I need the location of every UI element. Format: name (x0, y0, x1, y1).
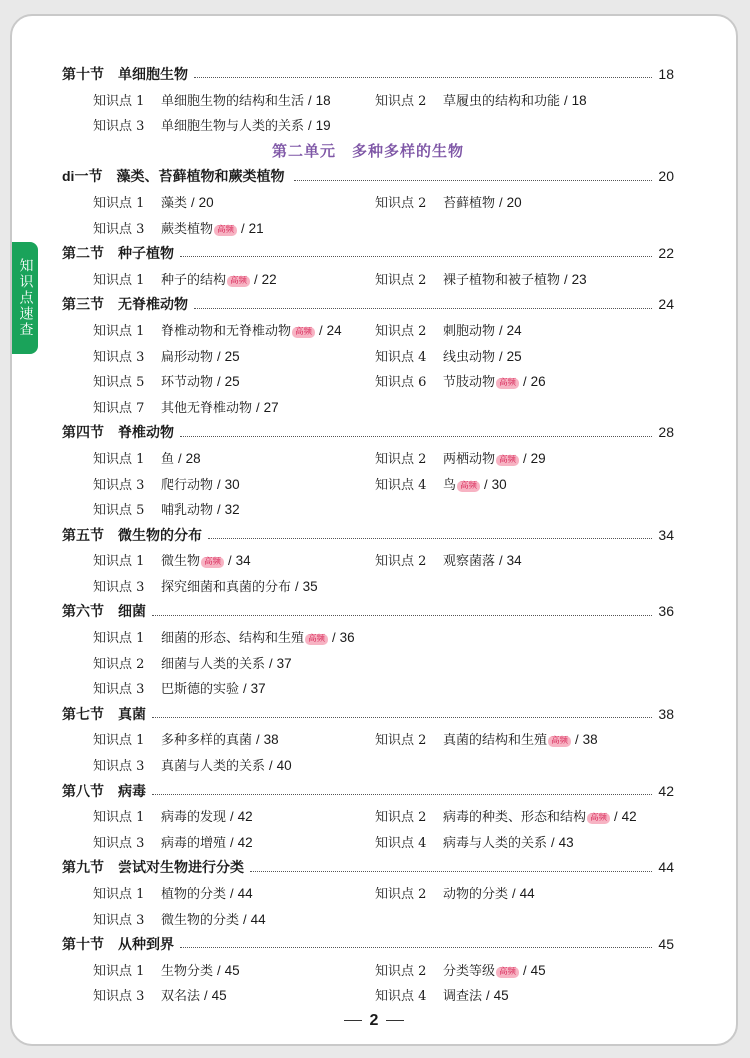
knowledge-point-row (62, 983, 674, 1009)
knowledge-point-row (62, 216, 674, 242)
knowledge-point-page: 29 (530, 450, 546, 466)
high-frequency-badge: 高频 (587, 813, 610, 824)
knowledge-point-item[interactable] (93, 574, 318, 601)
knowledge-point-title: 单细胞生物与人类的关系 (161, 119, 305, 135)
knowledge-point-page: 30 (491, 476, 507, 492)
slash-separator: / (178, 450, 182, 466)
knowledge-point-item[interactable] (93, 395, 279, 422)
knowledge-point-title: 蕨类植物 (161, 221, 214, 237)
high-frequency-badge: 高频 (496, 967, 519, 978)
section-heading[interactable] (62, 420, 674, 446)
knowledge-point-row (62, 88, 674, 114)
knowledge-point-label: 知识点 3 (93, 835, 145, 851)
knowledge-point-title: 病毒的种类、形态和结构 (443, 810, 587, 826)
side-tab-label: 知识点速查 (12, 242, 38, 354)
knowledge-point-page: 32 (224, 502, 240, 518)
knowledge-point-page: 44 (250, 911, 266, 927)
knowledge-point-item[interactable] (375, 548, 522, 575)
slash-separator: / (295, 578, 299, 594)
knowledge-point-row (62, 830, 674, 856)
knowledge-point-item[interactable] (375, 830, 574, 857)
knowledge-point-item[interactable] (93, 472, 240, 499)
knowledge-point-page: 25 (506, 348, 522, 364)
knowledge-point-label: 知识点 1 (93, 93, 145, 109)
slash-separator: / (564, 92, 568, 108)
knowledge-point-label: 知识点 2 (375, 93, 427, 109)
knowledge-point-item[interactable] (93, 548, 251, 575)
slash-separator: / (499, 194, 503, 210)
slash-separator: / (243, 911, 247, 927)
knowledge-point-row (62, 881, 674, 907)
knowledge-point-page: 45 (530, 962, 546, 978)
knowledge-point-page: 42 (621, 809, 637, 825)
knowledge-point-page: 19 (315, 118, 331, 134)
slash-separator: / (217, 348, 221, 364)
slash-separator: / (254, 271, 258, 287)
knowledge-point-title: 节肢动物 (443, 375, 496, 391)
knowledge-point-label: 知识点 1 (93, 733, 145, 749)
knowledge-point-item[interactable] (93, 907, 266, 934)
knowledge-point-page: 18 (571, 92, 587, 108)
knowledge-point-row (62, 727, 674, 753)
knowledge-point-title: 苔藓植物 (443, 195, 496, 211)
knowledge-point-page: 42 (237, 809, 253, 825)
knowledge-point-title: 巴斯德的实验 (161, 682, 240, 698)
section-page-number: 18 (658, 66, 674, 82)
knowledge-point-item[interactable] (375, 446, 546, 473)
knowledge-point-page: 45 (224, 962, 240, 978)
slash-separator: / (499, 348, 503, 364)
knowledge-point-page: 43 (558, 834, 574, 850)
slash-separator: / (269, 655, 273, 671)
knowledge-point-title: 两栖动物 (443, 451, 496, 467)
knowledge-point-item[interactable] (93, 216, 264, 243)
knowledge-point-title: 微生物的分类 (161, 912, 240, 928)
section-page-number: 36 (658, 603, 674, 620)
knowledge-point-title: 种子的结构 (161, 272, 227, 288)
knowledge-point-label: 知识点 2 (93, 656, 145, 672)
knowledge-point-title: 单细胞生物的结构和生活 (161, 93, 305, 109)
knowledge-point-item[interactable] (93, 113, 331, 140)
slash-separator: / (269, 758, 273, 774)
section-page-number: 28 (658, 424, 674, 441)
knowledge-point-page: 36 (339, 630, 355, 646)
section-heading[interactable] (62, 779, 674, 805)
knowledge-point-page: 20 (506, 194, 522, 210)
knowledge-point-page: 45 (493, 988, 509, 1004)
leader-dots (180, 947, 652, 948)
knowledge-point-label: 知识点 6 (375, 375, 427, 391)
knowledge-point-page: 42 (237, 834, 253, 850)
knowledge-point-row (62, 446, 674, 472)
knowledge-point-page: 37 (250, 681, 266, 697)
knowledge-point-row (62, 676, 674, 702)
knowledge-point-item[interactable] (93, 727, 279, 754)
knowledge-point-title: 微生物 (161, 554, 201, 570)
slash-separator: / (230, 834, 234, 850)
knowledge-point-label: 知识点 1 (93, 887, 145, 902)
knowledge-point-label: 知识点 2 (375, 733, 427, 749)
knowledge-point-item[interactable] (93, 318, 342, 345)
high-frequency-badge: 高频 (201, 557, 224, 568)
knowledge-point-title: 探究细菌和真菌的分布 (161, 579, 292, 595)
table-of-contents (62, 62, 674, 1009)
knowledge-point-item[interactable] (375, 267, 587, 294)
knowledge-point-title: 病毒的增殖 (161, 835, 227, 851)
knowledge-point-item[interactable] (375, 958, 546, 985)
knowledge-point-label: 知识点 5 (93, 375, 145, 391)
knowledge-point-page: 22 (261, 271, 277, 287)
knowledge-point-label: 知识点 2 (375, 323, 427, 339)
section-heading[interactable] (62, 599, 674, 625)
high-frequency-badge: 高频 (305, 634, 328, 645)
knowledge-point-title: 多种多样的真菌 (161, 733, 253, 749)
section-page-number: 42 (658, 782, 674, 799)
slash-separator: / (319, 322, 323, 338)
knowledge-point-item[interactable] (375, 881, 535, 908)
knowledge-point-page: 30 (224, 476, 240, 492)
section-heading[interactable] (62, 241, 674, 267)
knowledge-point-page: 23 (571, 271, 587, 287)
knowledge-point-page: 25 (224, 348, 240, 364)
knowledge-point-title: 植物的分类 (161, 887, 227, 902)
section-title: 第八节 病毒 (62, 782, 146, 799)
knowledge-point-label: 知识点 2 (375, 887, 427, 902)
section-page-number: 44 (658, 859, 674, 876)
slash-separator: / (256, 399, 260, 415)
knowledge-point-row (62, 574, 674, 600)
section-title: 第九节 尝试对生物进行分类 (62, 859, 244, 876)
knowledge-point-item[interactable] (93, 446, 201, 473)
knowledge-point-item[interactable] (93, 676, 266, 703)
leader-dots (294, 180, 652, 181)
knowledge-point-page: 40 (276, 758, 292, 774)
slash-separator: / (228, 553, 232, 569)
knowledge-point-title: 裸子植物和被子植物 (443, 272, 561, 288)
slash-separator: / (204, 988, 208, 1004)
knowledge-point-page: 38 (582, 732, 598, 748)
slash-separator: / (575, 732, 579, 748)
knowledge-point-page: 27 (263, 399, 279, 415)
knowledge-point-label: 知识点 3 (93, 349, 145, 365)
knowledge-point-title: 线虫动物 (443, 349, 496, 365)
slash-separator: / (256, 732, 260, 748)
knowledge-point-page: 34 (235, 553, 251, 569)
knowledge-point-title: 哺乳动物 (161, 503, 214, 519)
knowledge-point-row (62, 190, 674, 216)
knowledge-point-item[interactable] (375, 190, 522, 217)
knowledge-point-label: 知识点 2 (375, 963, 427, 979)
knowledge-point-label: 知识点 1 (93, 963, 145, 979)
section-page-number: 20 (658, 168, 674, 185)
slash-separator: / (217, 962, 221, 978)
knowledge-point-label: 知识点 3 (93, 912, 145, 928)
leader-dots (152, 717, 652, 718)
knowledge-point-row (62, 651, 674, 677)
knowledge-point-title: 真菌的结构和生殖 (443, 733, 548, 749)
knowledge-point-label: 知识点 3 (93, 989, 145, 1005)
knowledge-point-row (62, 804, 674, 830)
knowledge-point-label: 知识点 2 (375, 810, 427, 826)
slash-separator: / (614, 809, 618, 825)
knowledge-point-label: 知识点 3 (93, 477, 145, 493)
knowledge-point-title: 草履虫的结构和功能 (443, 93, 561, 109)
knowledge-point-item[interactable] (93, 983, 227, 1010)
slash-separator: / (230, 886, 234, 901)
section-title: 第五节 微生物的分布 (62, 526, 202, 543)
knowledge-point-page: 18 (315, 92, 331, 108)
knowledge-point-title: 细菌的形态、结构和生殖 (161, 631, 305, 647)
section-title: 第六节 细菌 (62, 603, 146, 620)
knowledge-point-label: 知识点 3 (93, 221, 145, 237)
knowledge-point-title: 生物分类 (161, 963, 214, 979)
knowledge-point-row (62, 369, 674, 395)
knowledge-point-label: 知识点 3 (93, 579, 145, 595)
section-title: 第七节 真菌 (62, 705, 146, 722)
knowledge-point-label: 知识点 2 (375, 195, 427, 211)
knowledge-point-item[interactable] (375, 344, 522, 371)
knowledge-point-label: 知识点 3 (93, 119, 145, 135)
knowledge-point-title: 扁形动物 (161, 349, 214, 365)
slash-separator: / (564, 271, 568, 287)
knowledge-point-row (62, 472, 674, 498)
knowledge-point-page: 45 (211, 988, 227, 1004)
knowledge-point-row (62, 395, 674, 421)
high-frequency-badge: 高频 (496, 455, 519, 466)
section-heading[interactable] (62, 702, 674, 728)
section-heading[interactable] (62, 523, 674, 549)
knowledge-point-item[interactable] (93, 344, 240, 371)
knowledge-point-label: 知识点 5 (93, 503, 145, 519)
knowledge-point-label: 知识点 4 (375, 835, 427, 851)
high-frequency-badge: 高频 (496, 378, 519, 389)
slash-separator: / (499, 553, 503, 569)
knowledge-point-label: 知识点 4 (375, 349, 427, 365)
knowledge-point-label: 知识点 1 (93, 272, 145, 288)
section-title: 第十节 从种到界 (62, 936, 174, 953)
slash-separator: / (217, 374, 221, 390)
knowledge-point-page: 44 (519, 886, 535, 901)
knowledge-point-row (62, 344, 674, 370)
knowledge-point-title: 爬行动物 (161, 477, 214, 493)
knowledge-point-title: 调查法 (443, 989, 483, 1005)
knowledge-point-item[interactable] (93, 753, 292, 780)
section-page-number: 45 (658, 936, 674, 953)
knowledge-point-title: 脊椎动物和无脊椎动物 (161, 323, 292, 339)
leader-dots (194, 77, 652, 78)
slash-separator: / (241, 220, 245, 236)
knowledge-point-row (62, 907, 674, 933)
leader-dots (194, 308, 652, 309)
knowledge-point-item[interactable] (375, 369, 546, 396)
section-heading[interactable] (62, 292, 674, 318)
section-page-number: 22 (658, 245, 674, 262)
knowledge-point-item[interactable] (93, 88, 331, 115)
section-heading[interactable] (62, 855, 674, 881)
knowledge-point-item[interactable] (93, 497, 240, 524)
knowledge-point-label: 知识点 1 (93, 554, 145, 570)
high-frequency-badge: 高频 (548, 736, 571, 747)
high-frequency-badge: 高频 (214, 225, 237, 236)
section-title: 第二节 种子植物 (62, 245, 174, 262)
knowledge-point-label: 知识点 1 (93, 451, 145, 467)
knowledge-point-page: 25 (224, 374, 240, 390)
knowledge-point-page: 35 (302, 578, 318, 594)
page-number: 2 (369, 1012, 379, 1029)
knowledge-point-row (62, 753, 674, 779)
knowledge-point-page: 28 (185, 450, 201, 466)
section-title: 第四节 脊椎动物 (62, 424, 174, 441)
knowledge-point-row (62, 318, 674, 344)
slash-separator: / (523, 962, 527, 978)
knowledge-point-title: 细菌与人类的关系 (161, 656, 266, 672)
slash-separator: / (523, 450, 527, 466)
high-frequency-badge: 高频 (292, 327, 315, 338)
footer-dash-left (344, 1020, 362, 1021)
knowledge-point-row (62, 497, 674, 523)
slash-separator: / (551, 834, 555, 850)
knowledge-point-page: 20 (198, 194, 214, 210)
knowledge-point-page: 37 (276, 655, 292, 671)
knowledge-point-title: 鱼 (161, 451, 175, 467)
knowledge-point-item[interactable] (375, 472, 507, 499)
knowledge-point-row (62, 548, 674, 574)
book-page (10, 14, 738, 1046)
knowledge-point-item[interactable] (93, 369, 240, 396)
leader-dots (152, 794, 652, 795)
knowledge-point-label: 知识点 7 (93, 400, 145, 416)
section-page-number: 38 (658, 705, 674, 722)
slash-separator: / (308, 118, 312, 134)
slash-separator: / (230, 809, 234, 825)
knowledge-point-item[interactable] (93, 830, 253, 857)
high-frequency-badge: 高频 (227, 276, 250, 287)
knowledge-point-item[interactable] (375, 88, 587, 115)
slash-separator: / (332, 630, 336, 646)
knowledge-point-title: 其他无脊椎动物 (161, 400, 253, 416)
leader-dots (250, 871, 652, 872)
slash-separator: / (512, 886, 516, 901)
knowledge-point-label: 知识点 2 (375, 272, 427, 288)
slash-separator: / (484, 476, 488, 492)
leader-dots (208, 538, 652, 539)
knowledge-point-title: 真菌与人类的关系 (161, 759, 266, 775)
slash-separator: / (217, 476, 221, 492)
knowledge-point-title: 病毒与人类的关系 (443, 835, 548, 851)
knowledge-point-item[interactable] (93, 958, 240, 985)
knowledge-point-row (62, 625, 674, 651)
knowledge-point-row (62, 113, 674, 139)
slash-separator: / (486, 988, 490, 1004)
knowledge-point-label: 知识点 3 (93, 759, 145, 775)
knowledge-point-item[interactable] (93, 267, 277, 294)
knowledge-point-title: 动物的分类 (443, 887, 509, 902)
knowledge-point-title: 观察菌落 (443, 554, 496, 570)
slash-separator: / (243, 681, 247, 697)
knowledge-point-label: 知识点 2 (375, 451, 427, 467)
section-title: 第十节 单细胞生物 (62, 66, 188, 82)
knowledge-point-label: 知识点 1 (93, 631, 145, 647)
section-heading[interactable] (62, 164, 674, 190)
knowledge-point-title: 分类等级 (443, 963, 496, 979)
section-page-number: 24 (658, 296, 674, 313)
knowledge-point-title: 环节动物 (161, 375, 214, 391)
knowledge-point-item[interactable] (93, 625, 355, 652)
knowledge-point-page: 44 (237, 886, 253, 901)
knowledge-point-title: 病毒的发现 (161, 810, 227, 826)
section-heading[interactable] (62, 932, 674, 958)
knowledge-point-page: 21 (248, 220, 264, 236)
slash-separator: / (523, 374, 527, 390)
knowledge-point-page: 34 (506, 553, 522, 569)
knowledge-point-label: 知识点 1 (93, 323, 145, 339)
high-frequency-badge: 高频 (457, 481, 480, 492)
knowledge-point-item[interactable] (375, 727, 598, 754)
knowledge-point-label: 知识点 3 (93, 682, 145, 698)
section-heading[interactable] (62, 62, 674, 88)
knowledge-point-row (62, 958, 674, 984)
knowledge-point-title: 双名法 (161, 989, 201, 1005)
knowledge-point-page: 24 (326, 322, 342, 338)
unit-heading: 第二单元 多种多样的生物 (271, 142, 464, 160)
knowledge-point-title: 刺胞动物 (443, 323, 496, 339)
slash-separator: / (191, 194, 195, 210)
leader-dots (180, 256, 652, 257)
knowledge-point-label: 知识点 4 (375, 477, 427, 493)
slash-separator: / (308, 92, 312, 108)
knowledge-point-item[interactable] (93, 881, 253, 908)
slash-separator: / (217, 502, 221, 518)
knowledge-point-item[interactable] (93, 190, 214, 217)
knowledge-point-page: 24 (506, 322, 522, 338)
leader-dots (180, 436, 652, 437)
knowledge-point-label: 知识点 1 (93, 810, 145, 826)
leader-dots (152, 615, 652, 616)
knowledge-point-title: 鸟 (443, 477, 457, 493)
section-page-number: 34 (658, 526, 674, 543)
knowledge-point-row (62, 267, 674, 293)
knowledge-point-label: 知识点 4 (375, 989, 427, 1005)
knowledge-point-item[interactable] (375, 804, 637, 831)
knowledge-point-item[interactable] (93, 651, 292, 678)
knowledge-point-title: 藻类 (161, 195, 188, 211)
knowledge-point-page: 26 (530, 374, 546, 390)
section-title: di一节 藻类、苔藓植物和蕨类植物 (62, 168, 289, 185)
knowledge-point-item[interactable] (375, 983, 509, 1010)
knowledge-point-label: 知识点 2 (375, 554, 427, 570)
slash-separator: / (499, 322, 503, 338)
footer-dash-right (386, 1020, 404, 1021)
knowledge-point-item[interactable] (93, 804, 253, 831)
page-footer (12, 1012, 736, 1030)
knowledge-point-item[interactable] (375, 318, 522, 345)
knowledge-point-label: 知识点 1 (93, 195, 145, 211)
knowledge-point-page: 38 (263, 732, 279, 748)
section-title: 第三节 无脊椎动物 (62, 296, 188, 313)
